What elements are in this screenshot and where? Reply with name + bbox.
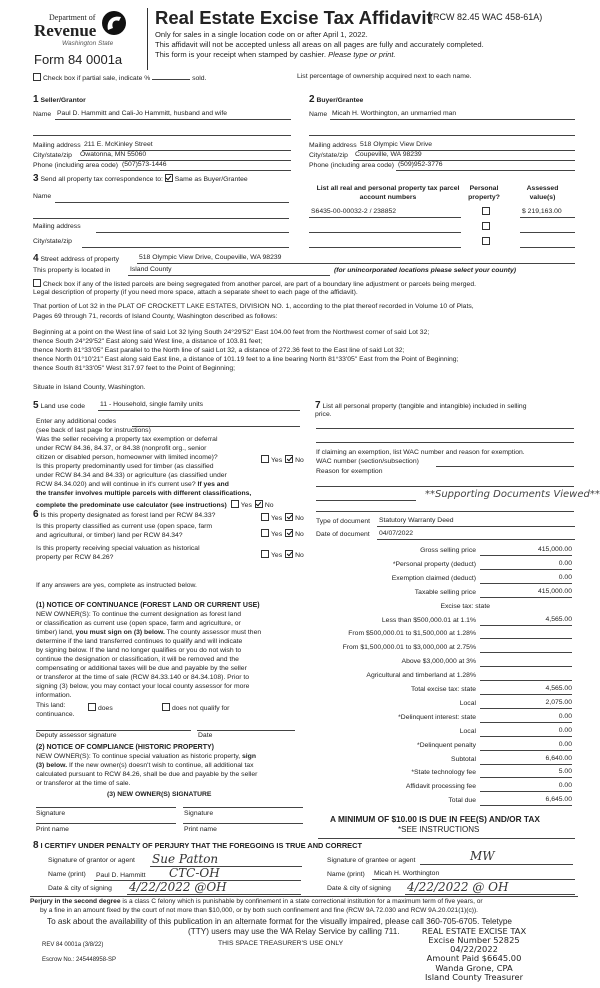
reason-label: Reason for exemption bbox=[316, 468, 383, 475]
corr-mailing-field[interactable] bbox=[96, 232, 289, 233]
certify-text: I CERTIFY UNDER PENALTY OF PERJURY THAT THE FOREGOING IS TRUE AND CORRECT bbox=[40, 841, 362, 850]
yes-label: Yes bbox=[240, 502, 252, 509]
land-use-field[interactable]: 11 - Household, single family units bbox=[98, 402, 300, 411]
buyer-heading-text: Buyer/Grantee bbox=[316, 97, 364, 104]
question-text bbox=[36, 482, 229, 489]
deputy-date-field[interactable] bbox=[197, 730, 295, 731]
notice-text: compensating or additional taxes will be due and payable by the seller bbox=[36, 665, 247, 672]
personal-property-checkbox[interactable] bbox=[482, 237, 490, 245]
fee-label: Total excise tax: state bbox=[411, 686, 476, 693]
fee-value-field[interactable]: 4,565.00 bbox=[480, 686, 572, 695]
grantor-name-field[interactable] bbox=[94, 867, 301, 881]
fee-label: Subtotal bbox=[451, 755, 476, 763]
grantee-name-field[interactable]: Micah H. Worthington bbox=[372, 871, 575, 880]
yes-checkbox[interactable] bbox=[261, 550, 269, 558]
no-checkbox[interactable] bbox=[285, 529, 293, 537]
perjury-text: is a class C felony which is punishable by confinement in a state correctional institution for a maximum term of five years, or bbox=[120, 898, 483, 905]
yes-label: Yes bbox=[271, 531, 283, 538]
fee-label: Affidavit processing fee bbox=[405, 783, 476, 791]
parcel-number-field[interactable] bbox=[309, 239, 461, 248]
treasurer-space-label: THIS SPACE TREASURER'S USE ONLY bbox=[218, 940, 344, 947]
no-checkbox[interactable] bbox=[255, 500, 263, 508]
certify-row bbox=[33, 841, 362, 851]
corr-mailing-label: Mailing address bbox=[33, 223, 81, 230]
yes-no-group bbox=[261, 513, 304, 523]
notice-line bbox=[36, 763, 254, 770]
no-label: No bbox=[295, 457, 304, 464]
perjury-bold: Perjury in the second degree bbox=[30, 898, 121, 905]
timber-last-row bbox=[36, 500, 274, 510]
partial-sale-suffix: sold. bbox=[192, 75, 207, 82]
segregate-row bbox=[33, 279, 476, 289]
yes-no-group bbox=[261, 529, 304, 539]
page-title: Real Estate Excise Tax Affidavit bbox=[155, 7, 433, 28]
continuance-label: continuance. bbox=[36, 711, 75, 718]
question-text: citizen or disabled person, homeowner with limited income)? bbox=[36, 454, 218, 461]
fee-label: *Personal property (deduct) bbox=[392, 560, 476, 568]
legal-description-line: thence South 24°29'52" East along said West line, a distance of 103.81 feet; bbox=[33, 338, 263, 345]
notice-text: NEW OWNER(S): To continue special valuation as historic property, bbox=[36, 753, 242, 760]
no-label: No bbox=[264, 502, 274, 509]
header-line-3-italic: Please type or print. bbox=[328, 50, 396, 59]
fee-value-field[interactable]: 415,000.00 bbox=[480, 547, 572, 556]
county-note: (for unincorporated locations please select your county) bbox=[334, 267, 517, 274]
fee-value-field[interactable] bbox=[480, 658, 572, 667]
notice-line bbox=[36, 630, 261, 637]
property-address-field[interactable]: 518 Olympic View Drive, Coupeville, WA 98239 bbox=[137, 255, 575, 264]
corr-name-line-2[interactable] bbox=[33, 218, 289, 219]
buyer-name-field[interactable]: Micah H. Worthington, an unmarried man bbox=[330, 111, 575, 120]
assessed-value-field[interactable] bbox=[520, 224, 575, 233]
notice-text: signing (3) below, you may contact your local county assessor for more bbox=[36, 683, 250, 690]
corr-city-label: City/state/zip bbox=[33, 238, 72, 245]
legal-description-line: Situate in Island County, Washington. bbox=[33, 384, 146, 391]
wac-field[interactable] bbox=[436, 466, 574, 467]
grantor-name-handwritten: CTC-OH bbox=[169, 866, 220, 880]
legal-description-line: thence North 01°10'21" East along said East line, a distance of 101.19 feet to a line bearing North 81°33'05" East from the Point of Beginning; bbox=[33, 356, 459, 363]
does-label: does bbox=[98, 705, 113, 712]
legal-description-line: Beginning at a point on the West line of said Lot 32 lying South 24°29'52" East 104.00 feet from the Northwest corner of said Lot 32; bbox=[33, 329, 430, 336]
grantor-name-value: Paul D. Hammitt bbox=[96, 872, 146, 879]
parcel-header: List all real and personal property tax parcel account numbers bbox=[316, 185, 460, 202]
notice-text: The county assessor must then bbox=[164, 629, 262, 636]
question-text: Is this property predominantly used for timber (as classified bbox=[36, 463, 214, 470]
yes-checkbox[interactable] bbox=[261, 455, 269, 463]
no-checkbox[interactable] bbox=[285, 513, 293, 521]
header-line-3 bbox=[155, 51, 396, 59]
header-divider bbox=[147, 8, 148, 70]
personal-header: Personal property? bbox=[468, 185, 500, 202]
minimum-due-note: A MINIMUM OF $10.00 IS DUE IN FEE(S) AND/OR TAX bbox=[330, 814, 540, 824]
agency-logo-icon bbox=[101, 10, 127, 39]
grantee-name-label: Name (print) bbox=[327, 871, 365, 878]
notice-text: or transferor at the time of sale. bbox=[36, 780, 131, 787]
fee-value-field[interactable]: 415,000.00 bbox=[480, 589, 572, 598]
seller-heading bbox=[33, 95, 86, 105]
notice-line bbox=[36, 612, 241, 619]
grantor-signature-label: Signature of grantor or agent bbox=[48, 857, 135, 864]
question-text: under RCW 84.36, 84.37, or 84.38 (nonprofit org., senior bbox=[36, 445, 207, 452]
agency-state: Washington State bbox=[62, 40, 114, 47]
doc-type-field[interactable]: Statutory Warranty Deed bbox=[377, 518, 575, 527]
additional-codes-note: (see back of last page for instructions) bbox=[36, 427, 151, 434]
question-text: Is this property classified as current use (open space, farm bbox=[36, 523, 213, 530]
seller-heading-text: Seller/Grantor bbox=[40, 97, 86, 104]
fee-value-field[interactable]: 0.00 bbox=[480, 714, 572, 723]
notice-line bbox=[36, 621, 241, 628]
segregate-checkbox[interactable] bbox=[33, 279, 41, 287]
notice-text: or classification as current use (open space, farm and agriculture, or bbox=[36, 620, 241, 627]
buyer-mailing-field[interactable]: 518 Olympic View Drive bbox=[358, 142, 575, 151]
agency-top: Department of bbox=[49, 13, 96, 22]
notice-text: continue the designation or classification, it will be removed and the bbox=[36, 656, 239, 663]
grantee-date-field[interactable]: 4/22/2022 @ OH bbox=[405, 881, 575, 895]
does-not-checkbox[interactable] bbox=[162, 703, 170, 711]
seller-city-field[interactable]: Owatonna, MN 55060 bbox=[78, 152, 291, 161]
yes-checkbox[interactable] bbox=[261, 529, 269, 537]
see-instructions-note: *SEE INSTRUCTIONS bbox=[398, 825, 480, 834]
corr-city-field[interactable] bbox=[82, 247, 289, 248]
yes-label: Yes bbox=[271, 457, 283, 464]
fee-value-field[interactable]: 2,075.00 bbox=[480, 700, 572, 709]
timber-bold-2: the transfer involves multiple parcels with different classifications, bbox=[36, 490, 252, 497]
deputy-date-label: Date bbox=[198, 732, 213, 739]
perjury-line-1 bbox=[30, 899, 483, 906]
doc-date-label: Date of document bbox=[316, 531, 370, 538]
supporting-docs-note: **Supporting Documents Viewed** bbox=[425, 489, 600, 500]
buyer-mailing-label: Mailing address bbox=[309, 142, 357, 149]
grantee-date-label: Date & city of signing bbox=[327, 885, 391, 892]
seller-phone-label: Phone (including area code) bbox=[33, 162, 119, 169]
notice-line bbox=[36, 648, 241, 655]
this-land-label: This land: bbox=[36, 702, 66, 709]
seller-phone-field[interactable]: (507)573-1446 bbox=[120, 162, 291, 171]
corr-name-field[interactable] bbox=[55, 202, 289, 203]
if-yes-note: If any answers are yes, complete as instructed below. bbox=[36, 582, 197, 589]
notice-line bbox=[36, 693, 72, 700]
personal-property-field-1[interactable] bbox=[316, 428, 574, 429]
additional-codes-label: Enter any additional codes bbox=[36, 418, 117, 425]
buyer-phone-label: Phone (including area code) bbox=[309, 162, 395, 169]
partial-sale-percent-input[interactable] bbox=[152, 79, 190, 80]
seller-city-label: City/state/zip bbox=[33, 152, 72, 159]
rev-number: REV 84 0001a (3/8/22) bbox=[42, 942, 104, 948]
parcel-number-field[interactable]: S6435-00-00032-2 / 238852 bbox=[309, 209, 461, 218]
personal-property-checkbox[interactable] bbox=[482, 222, 490, 230]
question-text: and agricultural, or timber) land per RCW 84.34? bbox=[36, 532, 183, 539]
header-line-2: This affidavit will not be accepted unless all areas on all pages are fully and accurately completed. bbox=[155, 40, 484, 49]
seller-mailing-field[interactable]: 211 E. McKinley Street bbox=[82, 142, 291, 151]
question-text: Was the seller receiving a property tax exemption or deferral bbox=[36, 436, 218, 443]
owner2-signature-field[interactable] bbox=[183, 807, 303, 808]
personal-property-label: List all personal property (tangible and intangible) included in selling bbox=[322, 403, 527, 410]
stamp-line-5: Wanda Grone, CPA bbox=[435, 962, 513, 973]
owner1-signature-label: Signature bbox=[36, 810, 66, 817]
notice-line bbox=[36, 772, 257, 779]
fee-label: Exemption claimed (deduct) bbox=[391, 574, 476, 582]
seller-name-label: Name bbox=[33, 111, 52, 118]
no-label: No bbox=[295, 515, 304, 522]
yes-no-group bbox=[261, 455, 304, 465]
fee-label: *Delinquent interest: state bbox=[398, 713, 476, 721]
section-number: 7 bbox=[315, 400, 321, 411]
legal-label: Legal description of property (if you need more space, attach a separate sheet to each page of the affidavit). bbox=[33, 289, 358, 296]
notice-line bbox=[36, 657, 239, 664]
buyer-city-field[interactable]: Coupeville, WA 98239 bbox=[353, 152, 575, 161]
doc-date-field[interactable]: 04/07/2022 bbox=[377, 531, 575, 540]
fee-label: Total due bbox=[448, 797, 476, 805]
stamp-line-3: 04/22/2022 bbox=[450, 944, 498, 955]
owner1-print-field[interactable] bbox=[36, 823, 176, 824]
legal-description-line: thence South 81°33'05" West 317.97 feet to the Point of Beginning; bbox=[33, 365, 236, 372]
partial-sale-label: Check box if partial sale, indicate % bbox=[43, 75, 151, 82]
assessed-value-field[interactable]: $ 219,163.00 bbox=[520, 209, 575, 218]
section-number: 3 bbox=[33, 173, 39, 184]
yes-checkbox[interactable] bbox=[231, 500, 239, 508]
stamp-line-1: REAL ESTATE EXCISE TAX bbox=[421, 926, 527, 936]
escrow-number: Escrow No.: 245448958-SP bbox=[42, 957, 117, 963]
buyer-name-line-2[interactable] bbox=[309, 135, 575, 136]
notice1-title: (1) NOTICE OF CONTINUANCE (FOREST LAND OR CURRENT USE) bbox=[36, 602, 260, 609]
reason-field-1[interactable] bbox=[316, 486, 574, 487]
partial-sale-row bbox=[33, 73, 206, 83]
section-number: 5 bbox=[33, 400, 39, 411]
assessed-header: Assessed value(s) bbox=[526, 185, 559, 202]
partial-sale-checkbox[interactable] bbox=[33, 73, 41, 81]
personal-property-field-2[interactable] bbox=[316, 442, 574, 443]
alt-format-note: To ask about the availability of this publication in an alternate format for the visually impaired, please call 360-705-6705. Teletype bbox=[47, 917, 512, 926]
fee-label: Excise tax: state bbox=[440, 602, 490, 610]
does-option[interactable] bbox=[88, 703, 113, 713]
yes-checkbox[interactable] bbox=[261, 513, 269, 521]
owner2-print-field[interactable] bbox=[183, 823, 303, 824]
forest-question: Is this property designated as forest land per RCW 84.33? bbox=[40, 512, 216, 519]
owner1-signature-field[interactable] bbox=[36, 807, 176, 808]
ownership-note: List percentage of ownership acquired next to each name. bbox=[297, 73, 472, 80]
county-field[interactable]: Island County bbox=[128, 267, 330, 276]
grantor-date-field[interactable]: 4/22/2022 @OH bbox=[127, 881, 301, 895]
additional-codes-field[interactable] bbox=[132, 426, 300, 427]
personal-property-label-2: price. bbox=[315, 411, 332, 418]
no-checkbox[interactable] bbox=[285, 550, 293, 558]
statute-reference: (RCW 82.45 WAC 458-61A) bbox=[430, 12, 543, 22]
legal-description-line: Pages 69 through 71, records of Island County, Washington described as follows: bbox=[33, 313, 278, 320]
notice-text: you must sign on (3) below. bbox=[75, 629, 165, 636]
fee-label: Taxable selling price bbox=[414, 588, 476, 596]
fee-value-field[interactable]: 0.00 bbox=[480, 783, 572, 792]
no-checkbox[interactable] bbox=[285, 455, 293, 463]
legal-description-line: thence North 81°33'05" East parallel to the North line of said Lot 32, a distance of 272.36 feet to the East line of said Lot 32; bbox=[33, 347, 405, 354]
fee-label: Less than $500,000.01 at 1.1% bbox=[381, 616, 476, 624]
grantor-name-label: Name (print) bbox=[48, 871, 86, 878]
notice-line bbox=[36, 754, 256, 761]
notice-text: calculated pursuant to RCW 84.26, shall be due and payable by the seller bbox=[36, 771, 258, 778]
perjury-line-2: by a fine in an amount fixed by the court of not more than $10,000, or by both such confinement and fine (RCW 9A.72.030 and RCW 9A.20.021(1)(c)). bbox=[40, 907, 478, 914]
question-text-part: RCW 84.34.020) and will continue in it's current use? bbox=[36, 481, 196, 488]
buyer-name-label: Name bbox=[309, 111, 328, 118]
notice-line bbox=[36, 666, 247, 673]
notice-text: information. bbox=[36, 692, 72, 699]
property-address-label: Street address of property bbox=[40, 256, 120, 263]
parcel-number-field[interactable] bbox=[309, 224, 461, 233]
seller-mailing-label: Mailing address bbox=[33, 142, 81, 149]
stamp-line-2: Excise Number 52825 bbox=[428, 935, 520, 946]
reason-field-3[interactable] bbox=[316, 511, 574, 512]
question-text: Is this property receiving special valuation as historical bbox=[36, 545, 200, 552]
land-use-row bbox=[33, 401, 85, 411]
county-label: This property is located in bbox=[33, 267, 111, 274]
section-number: 2 bbox=[309, 94, 315, 105]
section-number: 6 bbox=[33, 509, 39, 520]
fee-value-field[interactable]: 0.00 bbox=[480, 742, 572, 751]
exemption-note: If claiming an exemption, list WAC number and reason for exemption. bbox=[316, 449, 525, 456]
legal-description-line: That portion of Lot 32 in the PLAT OF CROCKETT LAKE ESTATES, DIVISION NO. 1, according to the plat thereof recorded in Volume 10 of Plats, bbox=[33, 303, 474, 310]
no-label: No bbox=[295, 552, 304, 559]
personal-property-checkbox[interactable] bbox=[482, 207, 490, 215]
wac-label: WAC number (section/subsection) bbox=[316, 458, 419, 465]
yes-no-group bbox=[261, 550, 304, 560]
tty-note: (TTY) users may use the WA Relay Service by calling 711. bbox=[188, 927, 400, 936]
yes-label: Yes bbox=[271, 552, 283, 559]
seller-name-field[interactable]: Paul D. Hammitt and Cali-Jo Hammitt, husband and wife bbox=[55, 111, 291, 120]
owner1-print-label: Print name bbox=[36, 826, 69, 833]
fee-value-field[interactable]: 0.00 bbox=[480, 728, 572, 737]
fee-label: From $500,000.01 to $1,500,000 at 1.28% bbox=[348, 630, 476, 638]
agency-name: Revenue bbox=[34, 21, 97, 40]
fee-value-field[interactable]: 5.00 bbox=[480, 769, 572, 778]
fee-value-field[interactable] bbox=[480, 644, 572, 653]
buyer-phone-field[interactable]: (509)952-3776 bbox=[396, 162, 575, 171]
land-use-label: Land use code bbox=[40, 403, 86, 410]
seller-name-line-2[interactable] bbox=[33, 135, 291, 136]
timber-bold-1: If yes and bbox=[197, 481, 229, 488]
yes-label: Yes bbox=[271, 515, 283, 522]
notice-line bbox=[36, 684, 249, 691]
section-8-divider bbox=[318, 838, 575, 839]
owner2-signature-label: Signature bbox=[184, 810, 214, 817]
fee-label: Above $3,000,000 at 3% bbox=[401, 658, 476, 666]
segregate-label: Check box if any of the listed parcels are being segregated from another parcel, are part of a boundary line adjustment or parcels being merged. bbox=[43, 281, 476, 288]
stamp-line-6: Island County Treasurer bbox=[424, 971, 524, 982]
grantor-date-label: Date & city of signing bbox=[48, 885, 112, 892]
grantee-signature-label: Signature of grantee or agent bbox=[327, 857, 416, 864]
notice-line bbox=[36, 781, 130, 788]
notice-text: by signing below. If the land no longer qualifies or you do not wish to bbox=[36, 647, 242, 654]
buyer-city-label: City/state/zip bbox=[309, 152, 348, 159]
fee-value-field[interactable]: 0.00 bbox=[480, 561, 572, 570]
question-text: property per RCW 84.26? bbox=[36, 554, 114, 561]
deputy-signature-label: Deputy assessor signature bbox=[36, 732, 117, 739]
question-text: under RCW 84.34 and 84.33) or agriculture (as classified under bbox=[36, 472, 227, 479]
header-line-1: Only for sales in a single location code on or after April 1, 2022. bbox=[155, 30, 368, 39]
footer-divider bbox=[30, 896, 578, 897]
fee-label: *State technology fee bbox=[411, 769, 476, 777]
buyer-heading bbox=[309, 95, 363, 105]
personal-property-row bbox=[315, 401, 527, 411]
treasurer-stamp bbox=[372, 927, 576, 982]
doc-type-label: Type of document bbox=[316, 518, 371, 525]
section-number: 4 bbox=[33, 253, 39, 264]
fee-value-field[interactable] bbox=[480, 630, 572, 639]
corr-name-label: Name bbox=[33, 193, 52, 200]
form-number: Form 84 0001a bbox=[34, 52, 123, 67]
fee-label: Gross selling price bbox=[420, 547, 476, 554]
fee-value-field[interactable] bbox=[480, 672, 572, 681]
fee-value-field[interactable]: 4,565.00 bbox=[480, 617, 572, 626]
notice-text: (3) below. bbox=[36, 762, 68, 769]
section-number: 1 bbox=[33, 94, 39, 105]
same-as-buyer-label: Same as Buyer/Grantee bbox=[174, 176, 248, 183]
grantee-signature-field[interactable]: MW bbox=[420, 850, 573, 865]
notice-text: If the new owner(s) doesn't wish to continue, all additional tax bbox=[67, 762, 254, 769]
fee-label: Local bbox=[459, 699, 476, 707]
deputy-signature-field[interactable] bbox=[36, 730, 191, 731]
notice2-title: (2) NOTICE OF COMPLIANCE (HISTORIC PROPERTY) bbox=[36, 744, 214, 751]
fee-value-field[interactable]: 0.00 bbox=[480, 575, 572, 584]
new-owner-signature-title: (3) NEW OWNER(S) SIGNATURE bbox=[107, 791, 212, 798]
fee-label: From $1,500,000.01 to $3,000,000 at 2.75% bbox=[342, 644, 476, 652]
notice-line bbox=[36, 639, 242, 646]
does-not-label: does not qualify for bbox=[172, 705, 230, 712]
reason-field-2[interactable] bbox=[316, 500, 416, 501]
notice-text: determine if the land transferred continues to qualify and will indicate bbox=[36, 638, 243, 645]
grantor-signature-field[interactable]: Sue Patton bbox=[150, 853, 302, 867]
correspondence-heading bbox=[33, 174, 248, 184]
notice-text: timber) land, bbox=[36, 629, 76, 636]
same-as-buyer-checkbox[interactable] bbox=[165, 174, 173, 182]
does-checkbox[interactable] bbox=[88, 703, 96, 711]
assessed-value-field[interactable] bbox=[520, 239, 575, 248]
header-line-3-text: This form is your receipt when stamped by cashier. bbox=[155, 50, 326, 59]
section-number: 8 bbox=[33, 840, 39, 851]
notice-text: or transferor at the time of sale (RCW 84.33.140 or 84.34.108). Prior to bbox=[36, 674, 250, 681]
notice-text: sign bbox=[242, 753, 256, 760]
fee-label: Local bbox=[459, 727, 476, 735]
fee-value-field[interactable]: 6,645.00 bbox=[480, 797, 572, 806]
correspondence-label: Send all property tax correspondence to: bbox=[40, 176, 163, 183]
fee-label: *Delinquent penalty bbox=[417, 741, 476, 749]
notice-line bbox=[36, 675, 249, 682]
designation-row bbox=[33, 510, 215, 520]
no-label: No bbox=[295, 531, 304, 538]
fee-label: Agricultural and timberland at 1.28% bbox=[366, 672, 476, 680]
stamp-line-4: Amount Paid $6645.00 bbox=[426, 953, 522, 964]
notice-text: NEW OWNER(S): To continue the current designation as forest land bbox=[36, 611, 242, 618]
property-address-row bbox=[33, 254, 119, 264]
yes-no-group bbox=[231, 500, 274, 510]
fee-value-field[interactable]: 6,640.00 bbox=[480, 756, 572, 765]
owner2-print-label: Print name bbox=[184, 826, 217, 833]
does-not-option[interactable] bbox=[162, 703, 229, 713]
timber-bold-3: complete the predominate use calculator (see instructions) bbox=[36, 502, 227, 509]
